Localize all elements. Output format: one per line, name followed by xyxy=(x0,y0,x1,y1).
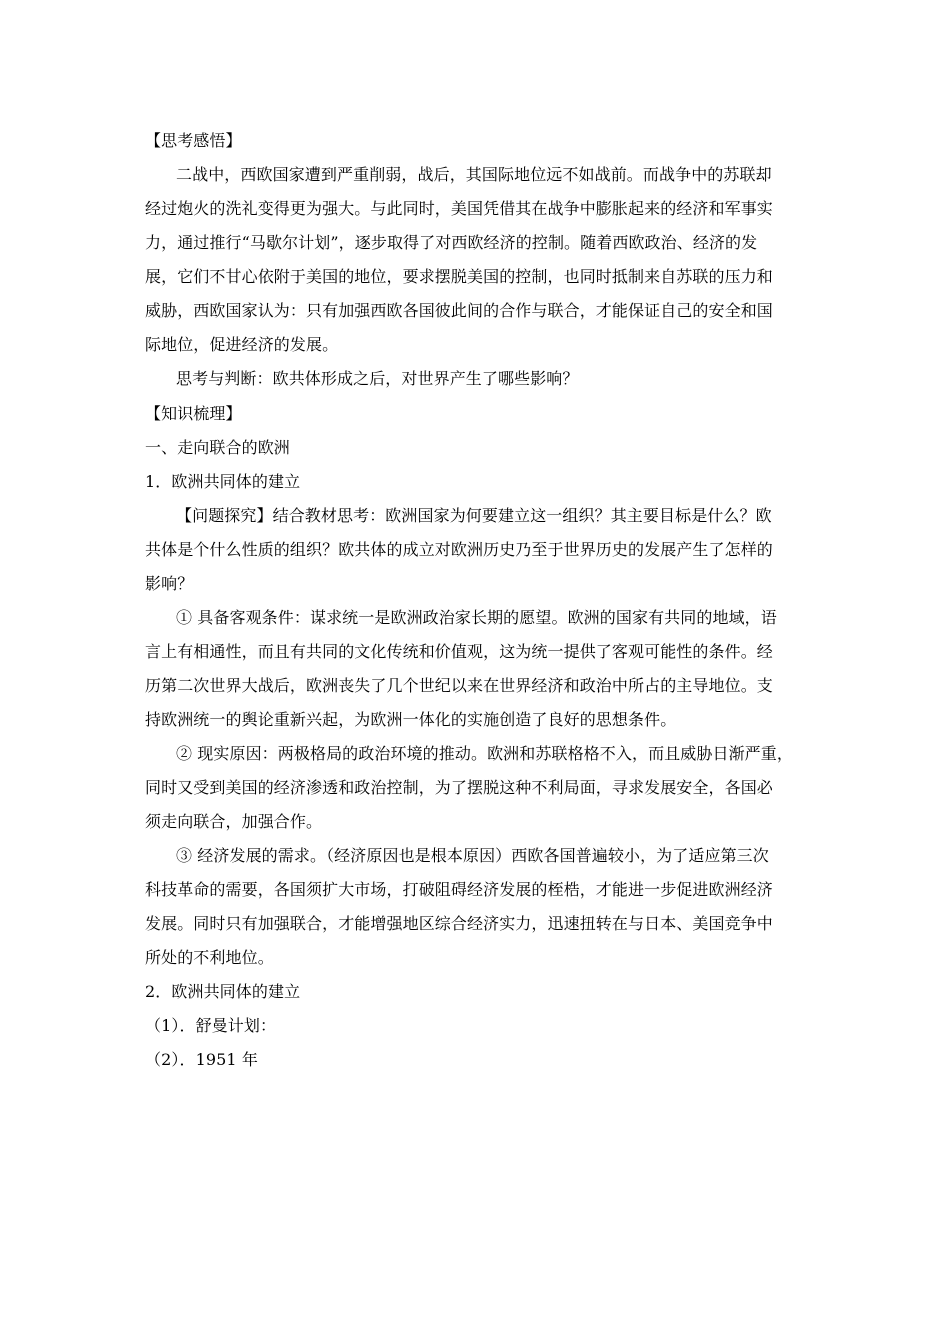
paragraph-line: 二战中，西欧国家遭到严重削弱，战后，其国际地位远不如战前。而战争中的苏联却 xyxy=(176,165,772,184)
paragraph-line: 须走向联合，加强合作。 xyxy=(145,812,323,831)
paragraph-line: ① 具备客观条件：谋求统一是欧洲政治家长期的愿望。欧洲的国家有共同的地域，语 xyxy=(176,608,777,627)
paragraph-line: 展，它们不甘心依附于美国的地位，要求摆脱美国的控制，也同时抵制来自苏联的压力和 xyxy=(145,267,773,286)
paragraph-line: 所处的不利地位。 xyxy=(145,948,274,967)
paragraph-line: 经过炮火的洗礼变得更为强大。与此同时，美国凭借其在战争中膨胀起来的经济和军事实 xyxy=(145,199,773,218)
paragraph-line: 科技革命的需要，各国须扩大市场，打破阻碍经济发展的桎梏，才能进一步促进欧洲经济 xyxy=(145,880,773,899)
heading-level-2: 2．欧洲共同体的建立 xyxy=(145,982,301,1001)
paragraph-line: 历第二次世界大战后，欧洲丧失了几个世纪以来在世界经济和政治中所占的主导地位。支 xyxy=(145,676,773,695)
paragraph-line: 际地位，促进经济的发展。 xyxy=(145,335,339,354)
paragraph-line: 【问题探究】结合教材思考：欧洲国家为何要建立这一组织？其主要目标是什么？欧 xyxy=(176,506,772,525)
paragraph-line: 影响？ xyxy=(145,574,194,593)
paragraph-line: 威胁，西欧国家认为：只有加强西欧各国彼此间的合作与联合，才能保证自己的安全和国 xyxy=(145,301,773,320)
paragraph-line: 共体是个什么性质的组织？欧共体的成立对欧洲历史乃至于世界历史的发展产生了怎样的 xyxy=(145,540,773,559)
paragraph-line: 持欧洲统一的舆论重新兴起，为欧洲一体化的实施创造了良好的思想条件。 xyxy=(145,710,677,729)
section-heading-reflection: 【思考感悟】 xyxy=(145,131,242,150)
question-line: 思考与判断：欧共体形成之后，对世界产生了哪些影响？ xyxy=(176,369,579,388)
heading-level-2: 1．欧洲共同体的建立 xyxy=(145,472,301,491)
list-item: （2）．1951 年 xyxy=(145,1050,258,1069)
paragraph-line: 发展。同时只有加强联合，才能增强地区综合经济实力，迅速扭转在与日本、美国竞争中 xyxy=(145,914,773,933)
section-heading-knowledge: 【知识梳理】 xyxy=(145,404,242,423)
heading-level-1: 一、走向联合的欧洲 xyxy=(145,438,290,457)
paragraph-line: ③ 经济发展的需求。（经济原因也是根本原因）西欧各国普遍较小，为了适应第三次 xyxy=(176,846,769,865)
paragraph-line: 同时又受到美国的经济渗透和政治控制，为了摆脱这种不利局面，寻求发展安全，各国必 xyxy=(145,778,773,797)
list-item: （1）．舒曼计划： xyxy=(145,1016,277,1035)
paragraph-line: 力，通过推行“马歇尔计划”，逐步取得了对西欧经济的控制。随着西欧政治、经济的发 xyxy=(145,233,758,252)
paragraph-line: 言上有相通性，而且有共同的文化传统和价值观，这为统一提供了客观可能性的条件。经 xyxy=(145,642,773,661)
paragraph-line: ② 现实原因：两极格局的政治环境的推动。欧洲和苏联格格不入，而且威胁日渐严重， xyxy=(176,744,793,763)
